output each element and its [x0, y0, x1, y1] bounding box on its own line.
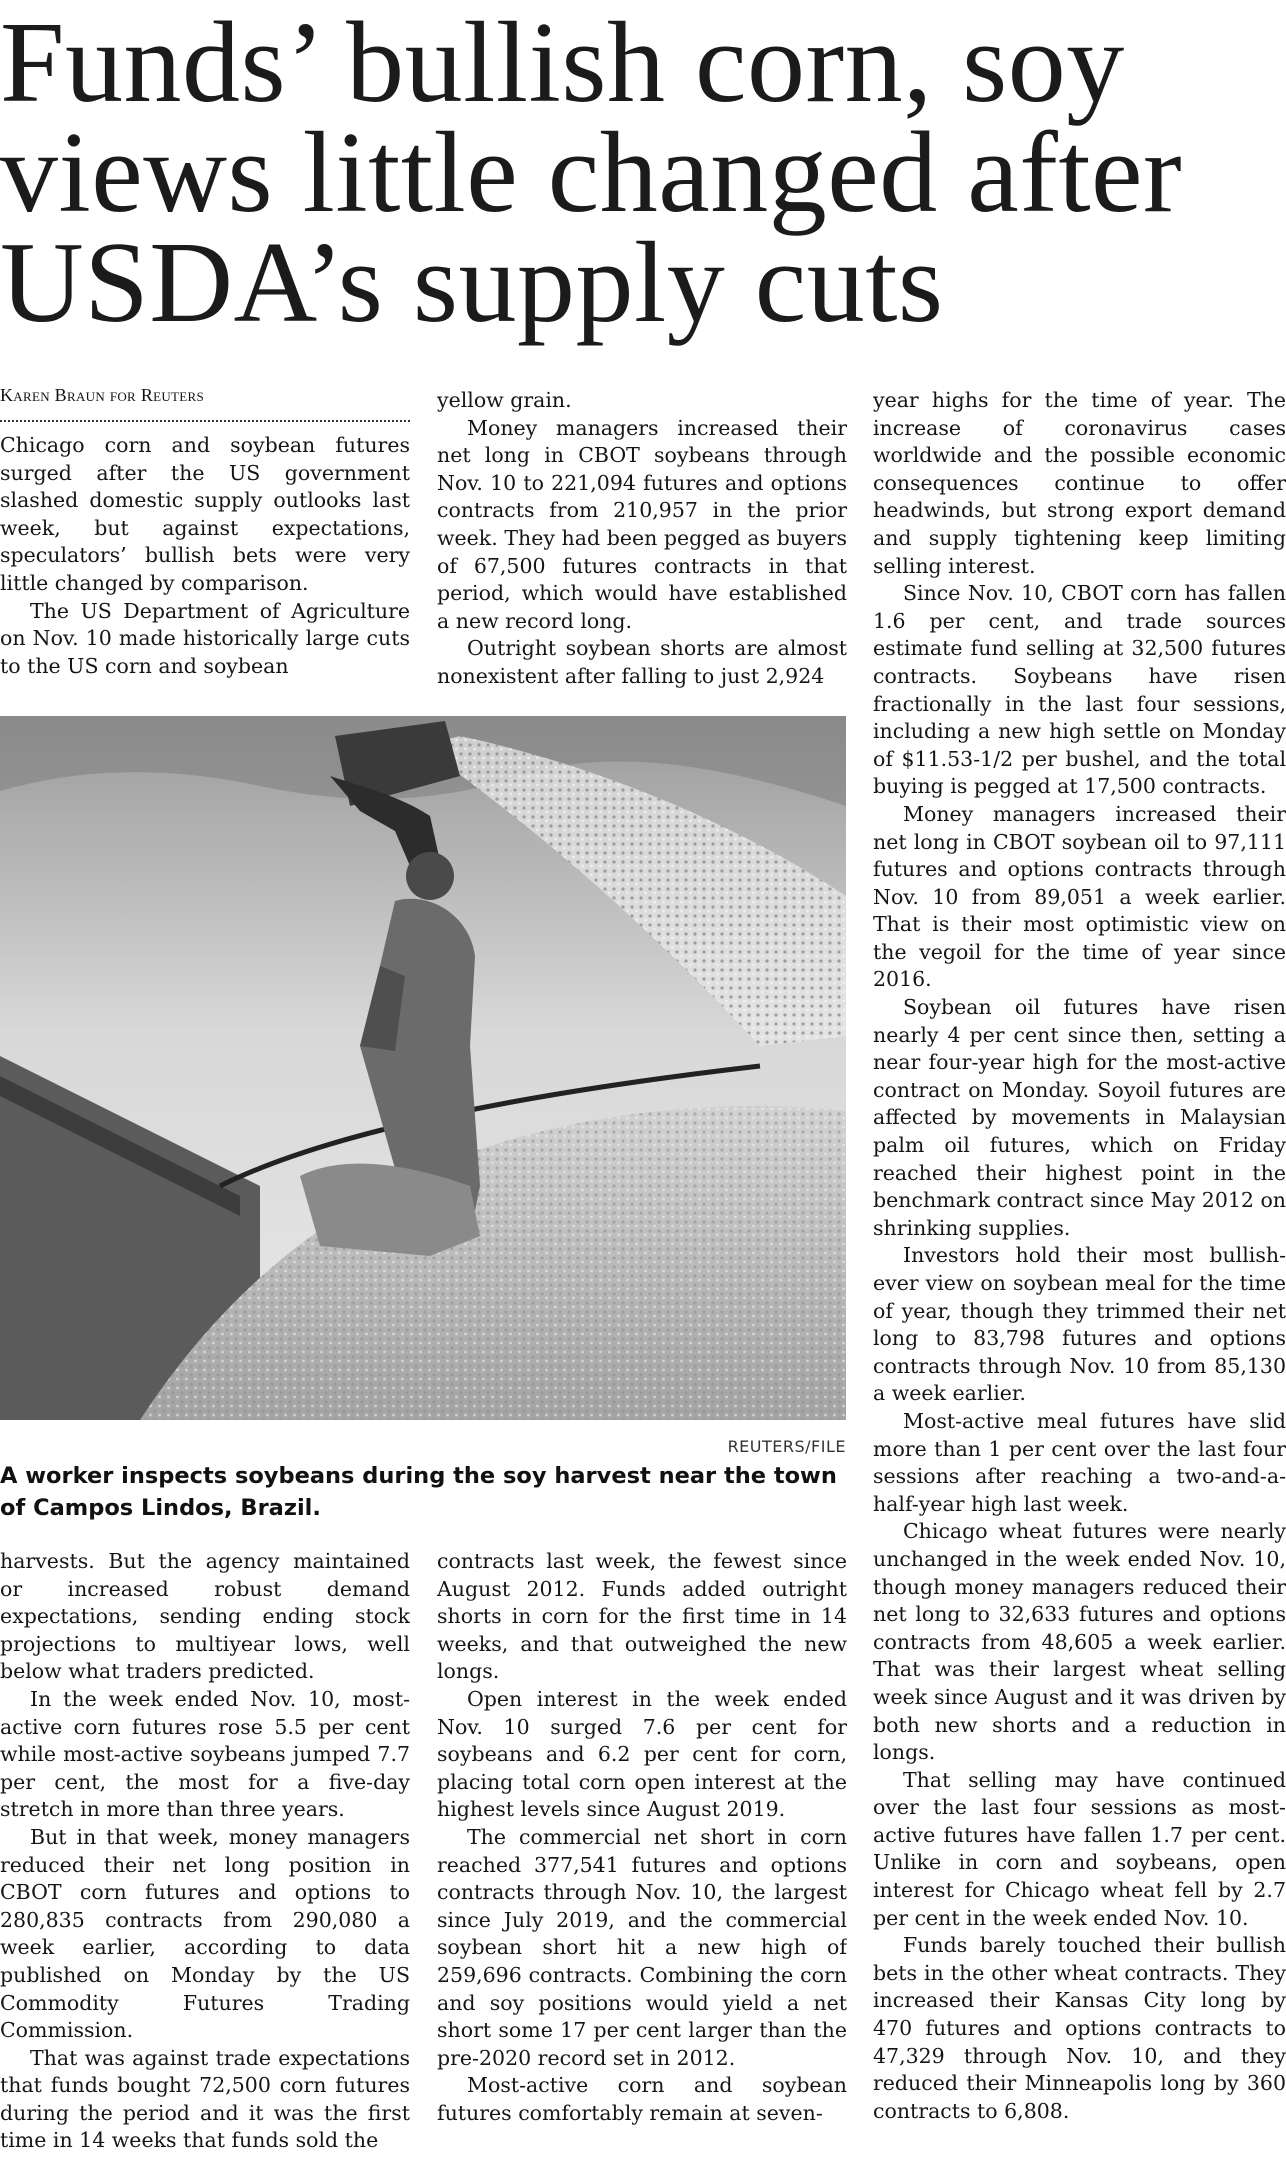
paragraph: The commercial net short in corn reached 377,541 futures and options contracts through Nov. 10, the largest since July 2019, and the commercial soybean short hit a new high of 259,696 contracts. Combining the corn and soy positions would yield a net short some 17 per cent larger than the pre-2020 record set in 2012.	[437, 1824, 847, 2070]
paragraph: That was against trade expectations that funds bought 72,500 corn futures during the period and it was the first time in 14 weeks that funds sold the	[0, 2045, 410, 2153]
paragraph: That selling may have continued over the last four sessions as most-active futures have fallen 1.7 per cent. Unlike in corn and soybeans, open interest for Chicago wheat fell by 2.7 per cent in the week ended Nov. 10.	[873, 1767, 1286, 1930]
paragraph: Since Nov. 10, CBOT corn has fallen 1.6 per cent, and trade sources estimate fund selling at 32,500 futures contracts. Soybeans have risen fractionally in the last four sessions, including a new high settle on Monday of $11.53-1/2 per bushel, and the total buying is pegged at 17,500 contracts.	[873, 581, 1286, 799]
paragraph: Most-active corn and soybean futures comfortably remain at seven-	[437, 2073, 847, 2125]
column-2-bottom	[437, 1548, 847, 2170]
paragraph: But in that week, money managers reduced their net long position in CBOT corn futures and options to 280,835 contracts from 290,080 a week earlier, according to data published on Monday by the US Commodity Futures Trading Commission.	[0, 1824, 410, 2043]
paragraph: contracts last week, the fewest since August 2012. Funds added outright shorts in corn for the first time in 14 weeks, and that outweighed the new longs.	[437, 1549, 847, 1684]
paragraph: Money managers increased their net long in CBOT soybean oil to 97,111 futures and options contracts through Nov. 10 from 89,051 a week earlier. That is their most optimistic view on the vegoil for the time of year since 2016.	[873, 801, 1286, 992]
paragraph: yellow grain.	[437, 388, 572, 412]
paragraph: Soybean oil futures have risen nearly 4 per cent since then, setting a near four-year high for the most-active contract on Monday. Soyoil futures are affected by movements in Malaysian palm oil futures, which on Friday reached their highest point in the benchmark contract since May 2012 on shrinking supplies.	[873, 995, 1286, 1240]
paragraph: Outright soybean shorts are almost nonexistent after falling to just 2,924	[437, 636, 847, 688]
paragraph: Open interest in the week ended Nov. 10 surged 7.6 per cent for soybeans and 6.2 per cent for corn, placing total corn open interest at the highest levels since August 2019.	[437, 1686, 847, 1822]
photo-credit: REUTERS/FILE	[727, 1437, 846, 1456]
news-photo	[0, 716, 846, 1420]
paragraph: Investors hold their most bullish-ever view on soybean meal for the time of year, though they trimmed their net long to 83,798 futures and options contracts through Nov. 10 from 85,130 a week earlier.	[873, 1243, 1286, 1406]
paragraph: The US Department of Agriculture on Nov. 10 made historically large cuts to the US corn and soybean	[0, 598, 410, 678]
byline: Karen Braun for Reuters	[0, 385, 410, 422]
column-3	[873, 387, 1286, 2170]
headline-line-2: views little changed after	[0, 109, 1183, 237]
worker-soybeans-illustration	[0, 716, 846, 1420]
paragraph: harvests. But the agency maintained or increased robust demand expectations, sending ending stock projections to multiyear lows, well below what traders predicted.	[0, 1549, 410, 1684]
headline-line-1: Funds’ bullish corn, soy	[0, 0, 1125, 127]
column-1-bottom	[0, 1548, 410, 2170]
paragraph: Chicago corn and soybean futures surged after the US government slashed domestic supply outlooks last week, but against expectations, speculators’ bullish bets were very little changed by comparison.	[0, 433, 410, 595]
photo-caption: A worker inspects soybeans during the soy harvest near the town of Campos Lindos, Brazil.	[0, 1463, 837, 1521]
column-1-top	[0, 432, 410, 692]
headline-line-3: USDA’s supply cuts	[0, 219, 944, 347]
headline	[0, 0, 1286, 347]
paragraph: In the week ended Nov. 10, most-active corn futures rose 5.5 per cent while most-active soybeans jumped 7.7 per cent, the most for a five-day stretch in more than three years.	[0, 1686, 410, 1822]
paragraph: Money managers increased their net long in CBOT soybeans through Nov. 10 to 221,094 futures and options contracts from 210,957 in the prior week. They had been pegged as buyers of 67,500 futures contracts in that period, which would have established a new record long.	[437, 415, 847, 633]
paragraph: Funds barely touched their bullish bets in the other wheat contracts. They increased their Kansas City long by 470 futures and options contracts to 47,329 through Nov. 10, and they reduced their Minneapolis long by 360 contracts to 6,808.	[873, 1933, 1286, 2123]
column-2-top	[437, 387, 847, 692]
paragraph: Chicago wheat futures were nearly unchanged in the week ended Nov. 10, though money managers reduced their net long to 32,633 futures and options contracts from 48,605 a week earlier. That was their largest wheat selling week since August and it was driven by both new shorts and a reduction in longs.	[873, 1519, 1286, 1765]
paragraph: Most-active meal futures have slid more than 1 per cent over the last four sessions after reaching a two-and-a-half-year high last week.	[873, 1408, 1286, 1516]
paragraph: year highs for the time of year. The increase of coronavirus cases worldwide and the possible economic consequences continue to offer headwinds, but strong export demand and supply tightening keep limiting selling interest.	[873, 388, 1286, 578]
